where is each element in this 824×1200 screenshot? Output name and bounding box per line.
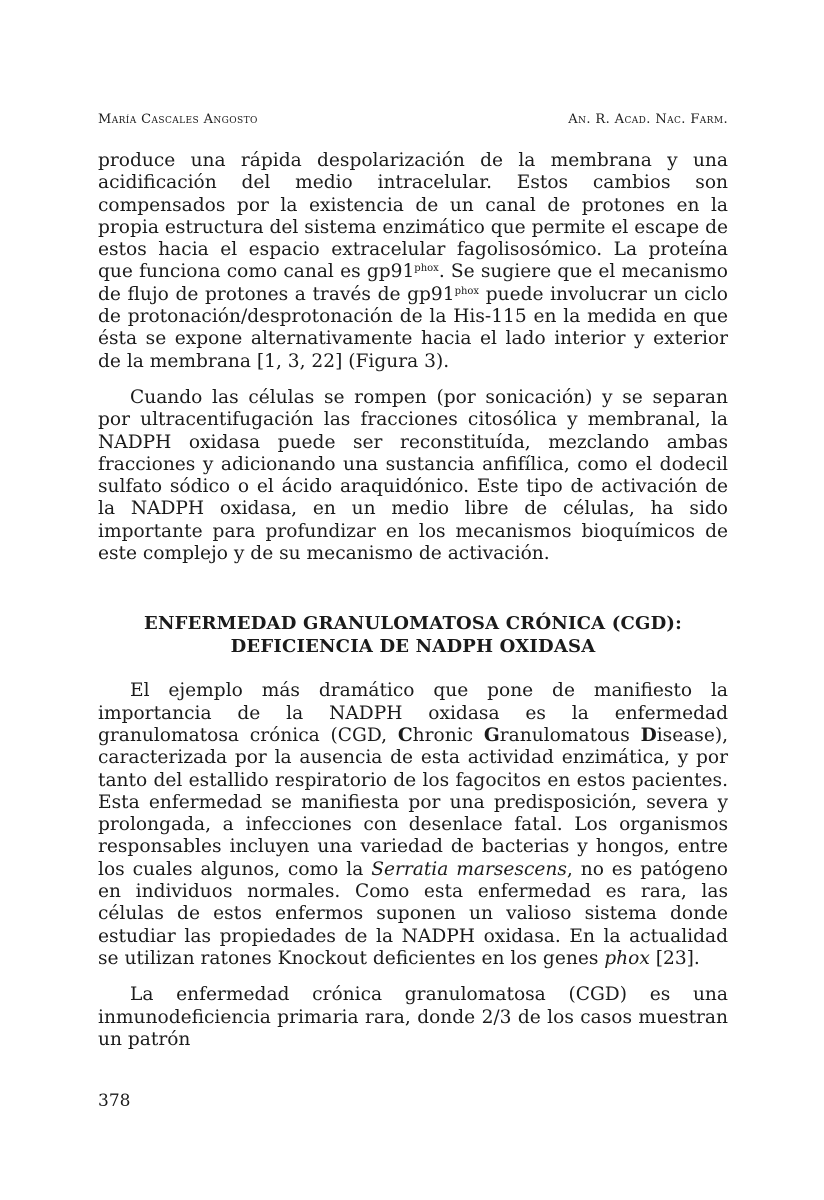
paragraph-3-text-d: isease), caracterizada por la ausencia de esta actividad enzimática, y por tanto del estallido respiratorio de los fagocitos en estos pacientes. Esta enfermedad se manifiesta por una predisposición, severa y prolongada, a infecciones con desenlace fatal. Los organismos responsables incluyen una variedad de bacterias y hongos, entre los cuales algunos, como la <box>98 724 728 880</box>
acronym-letter-g: G <box>483 724 500 746</box>
paragraph-4: La enfermedad crónica granulomatosa (CGD) es una inmunodeficiencia primaria rara, donde 2/3 de los casos muestran un patrón <box>98 984 728 1050</box>
acronym-letter-d: D <box>640 724 657 746</box>
species-name: Serratia marsescens <box>371 858 567 880</box>
header-author: María Cascales Angosto <box>98 112 258 127</box>
section-heading <box>98 612 728 658</box>
paragraph-3-text-f: [23]. <box>649 947 700 969</box>
acronym-letter-c: C <box>397 724 413 746</box>
paragraph-3-text-b: hronic <box>412 724 484 746</box>
paragraph-1 <box>98 150 728 373</box>
paragraph-3-text-c: ranulomatous <box>499 724 641 746</box>
section-heading-line-2: DEFICIENCIA DE NADPH OXIDASA <box>230 636 596 658</box>
running-header <box>98 112 728 127</box>
paragraph-3-text-a: El ejemplo más dramático que pone de manifiesto la importancia de la NADPH oxidasa es la enfermedad granulomatosa crónica (CGD, <box>98 680 728 746</box>
paragraph-1-text-a: produce una rápida despolarización de la membrana y una acidificación del medio intracelular. Estos cambios son compensados por la existencia de un canal de protones en la propia estructura del sistema enzimático que permite el escape de estos hacia el espacio extracelular fagolisosómico. La proteína que funciona como canal es gp91 <box>98 150 728 283</box>
superscript-phox: phox <box>454 285 480 297</box>
section-heading-line-1: ENFERMEDAD GRANULOMATOSA CRÓNICA (CGD): <box>144 613 682 635</box>
body-text <box>98 150 728 1051</box>
superscript-phox: phox <box>414 263 439 275</box>
paragraph-1-text-b: . Se sugiere que el mecanismo de flujo de protones a través de gp91 <box>98 261 728 305</box>
paragraph-2: Cuando las células se rompen (por sonicación) y se separan por ultracentifugación las fracciones citosólica y membranal, la NADPH oxidasa puede ser reconstituída, mezclando ambas fracciones y adicionando una sustancia anfifílica, como el dodecil sulfato sódico o el ácido araquidónico. Este tipo de activación de la NADPH oxidasa, en un medio libre de células, ha sido importante para profundizar en los mecanismos bioquímicos de este complejo y de su mecanismo de activación. <box>98 386 728 565</box>
paragraph-3-text-e: , no es patógeno en individuos normales. Como esta enfermedad es rara, las células de estos enfermos suponen un valioso sistema donde estudiar las propiedades de la NADPH oxidasa. En la actualidad se utilizan ratones Knockout deficientes en los genes <box>98 858 728 969</box>
paragraph-1-text-c: puede involucrar un ciclo de protonación/desprotonación de la His-115 en la medida en que ésta se expone alternativamente hacia el lado interior y exterior de la membrana [1, 3, 22] (Figura 3). <box>98 283 728 372</box>
header-journal: An. R. Acad. Nac. Farm. <box>568 112 728 127</box>
page-number: 378 <box>98 1091 131 1111</box>
gene-name: phox <box>604 947 650 969</box>
paragraph-3 <box>98 680 728 970</box>
